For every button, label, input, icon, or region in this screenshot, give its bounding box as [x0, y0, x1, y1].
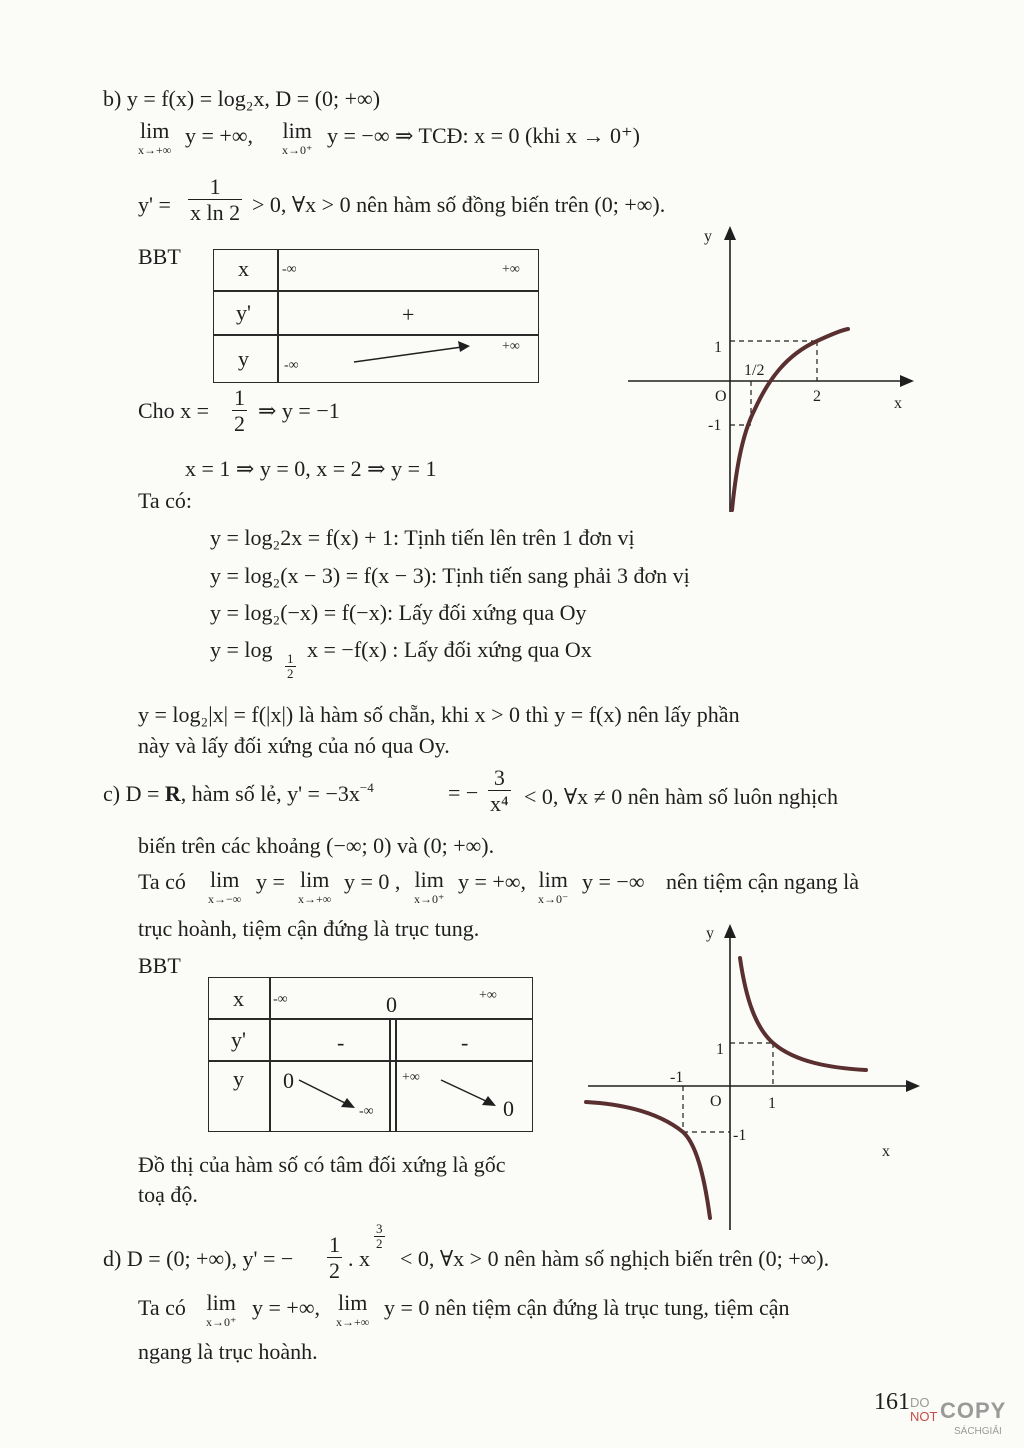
part-b-cho-fraction: $\frac{1}{2}$: [234, 385, 245, 437]
graph-log2: [620, 220, 940, 520]
table-c-yp-1: -: [337, 1030, 345, 1055]
part-c-l3d: y = +∞,: [458, 869, 526, 894]
part-b-cho-rhs: ⇒ y = −1: [258, 398, 340, 423]
part-b-even-1: y = log₂|x| = f(|x|) là hàm số chẵn, khi x > 0 thì y = f(x) nên lấy phần: [138, 702, 740, 727]
part-b-derivative-lhs: y' =: [138, 192, 171, 217]
table-b-y-label: y: [238, 346, 249, 371]
part-c-l5: Đồ thị của hàm số có tâm đối xứng là gốc: [138, 1152, 506, 1177]
part-d-l2b: y = +∞,: [252, 1295, 320, 1320]
limit-c-4: lim x→0⁻: [538, 867, 569, 906]
part-b-derivative-rhs: > 0, ∀x > 0 nên hàm số đồng biến trên (0; +∞).: [252, 192, 666, 217]
part-b-log-base: $\frac{1}{2}$: [287, 651, 294, 682]
part-c-l1c: = −: [448, 780, 479, 805]
part-b-variation-table: [213, 249, 539, 383]
graph-b-y-label: y: [704, 228, 712, 245]
graph-c-y-arrow: [724, 924, 736, 938]
table-c-arrows: [209, 978, 532, 1131]
part-c-l3a: Ta có: [138, 869, 186, 894]
part-d-l2c: y = 0 nên tiệm cận đứng là trục tung, tiệm cận: [384, 1295, 790, 1320]
table-b-yp-label: y': [236, 300, 251, 325]
table-b-yp-sign: +: [402, 302, 415, 327]
part-b-limit-text-1: y = +∞,: [185, 123, 253, 148]
part-b-points: x = 1 ⇒ y = 0, x = 2 ⇒ y = 1: [185, 456, 437, 481]
part-c-l6: toạ độ.: [138, 1182, 198, 1207]
table-c-y-4: 0: [503, 1096, 514, 1121]
graph-c-origin: O: [710, 1093, 722, 1110]
part-b-transform-3: y = log₂(−x) = f(−x): Lấy đối xứng qua Oy: [210, 600, 587, 625]
table-c-yp-label: y': [231, 1027, 246, 1052]
part-c-l3f: nên tiệm cận ngang là: [666, 869, 860, 894]
page-number: 161: [874, 1389, 910, 1415]
graph-b-tick-1: 1: [714, 339, 722, 356]
graph-c-tick-y1: 1: [716, 1041, 724, 1058]
graph-b-tick-m1: -1: [708, 417, 722, 434]
part-b-transform-1: y = log₂2x = f(x) + 1: Tịnh tiến lên trên 1 đơn vị: [210, 525, 635, 550]
graph-b-x-label: x: [894, 395, 902, 412]
part-b-transform-4a: y = log: [210, 637, 273, 662]
graph-b-x-arrow: [900, 375, 914, 387]
part-b-transform-4b: x = −f(x) : Lấy đối xứng qua Ox: [307, 637, 592, 662]
graph-c-x-arrow: [906, 1080, 920, 1092]
graph-c-x-label: x: [882, 1143, 890, 1160]
part-c-l4: trục hoành, tiệm cận đứng là trục tung.: [138, 916, 480, 941]
table-c-y-2: -∞: [359, 1104, 374, 1119]
limit-c-2: lim x→+∞: [298, 867, 332, 906]
graph-b-tick-2: 2: [813, 388, 821, 405]
limit-c-1: lim x→−∞: [208, 867, 242, 906]
table-c-x-left: -∞: [273, 992, 288, 1007]
part-b-derivative-fraction: $\frac{1}{\text{x ln 2}}$: [190, 174, 241, 226]
table-c-x-right: +∞: [479, 988, 497, 1003]
part-c-l3b: y =: [256, 869, 285, 894]
part-c-l1a: c) D = R, hàm số lẻ, $y' = -3x^{-4}$: [103, 780, 374, 806]
part-c-l3c: y = 0 ,: [344, 869, 401, 894]
table-b-x-right: +∞: [502, 262, 520, 277]
part-d-l2a: Ta có: [138, 1295, 186, 1320]
graph-c-tick-ym1: -1: [733, 1127, 747, 1144]
table-c-y-label: y: [233, 1066, 244, 1091]
table-b-y-right: +∞: [502, 339, 520, 354]
table-c-x-label: x: [233, 986, 244, 1011]
graph-b-origin: O: [715, 388, 727, 405]
graph-b-y-arrow: [724, 226, 736, 240]
part-d-fraction: $\frac{1}{2}$: [329, 1232, 340, 1284]
table-c-y-3: +∞: [402, 1070, 420, 1085]
table-b-arrow: [214, 250, 538, 382]
graph-c-curve-right: [740, 958, 866, 1070]
part-c-l2: biến trên các khoảng (−∞; 0) và (0; +∞).: [138, 833, 495, 858]
part-d-l1b: . x: [348, 1246, 370, 1271]
part-b-even-2: này và lấy đối xứng của nó qua Oy.: [138, 733, 450, 758]
part-c-variation-table: [208, 977, 533, 1132]
part-d-exponent: $\frac{3}{2}$: [376, 1221, 383, 1252]
part-c-l1d: < 0, ∀x ≠ 0 nên hàm số luôn nghịch: [524, 784, 838, 809]
table-c-y-1: 0: [283, 1068, 294, 1093]
part-d-l1a: d) D = (0; +∞), y' = −: [103, 1246, 294, 1271]
table-b-x-label: x: [238, 256, 249, 281]
graph-c-tick-x1: 1: [768, 1095, 776, 1112]
table-b-y-left: -∞: [284, 358, 299, 373]
table-c-yp-2: -: [461, 1030, 469, 1055]
part-b-limit-text-2: y = −∞ ⇒ TCĐ: x = 0 (khi x → 0⁺): [327, 123, 640, 148]
part-b-cho-lhs: Cho x =: [138, 398, 210, 423]
part-b-taco: Ta có:: [138, 488, 193, 513]
graph-inverse-cube: [580, 918, 920, 1238]
part-d-l3: ngang là trục hoành.: [138, 1339, 318, 1364]
part-d-l1c: < 0, ∀x > 0 nên hàm số nghịch biến trên (0; +∞).: [400, 1246, 830, 1271]
part-b-transform-2: y = log₂(x − 3) = f(x − 3): Tịnh tiến sang phải 3 đơn vị: [210, 563, 690, 588]
graph-c-tick-xm1: -1: [670, 1069, 684, 1086]
graph-c-curve-left: [586, 1102, 710, 1218]
table-b-x-left: -∞: [282, 262, 297, 277]
limit-d-2: lim x→+∞: [336, 1290, 370, 1329]
graph-b-tick-half: 1/2: [744, 362, 765, 379]
part-b-bbt-label: BBT: [138, 244, 181, 269]
limit-d-1: lim x→0⁺: [206, 1290, 237, 1329]
limit-c-3: lim x→0⁺: [414, 867, 445, 906]
limit-b-2: lim x→0⁺: [282, 118, 313, 157]
limit-b-1: lim x→+∞: [138, 118, 172, 157]
part-c-bbt-label: BBT: [138, 953, 181, 978]
part-c-l3e: y = −∞: [582, 869, 645, 894]
part-c-fraction: $\frac{3}{\text{x⁴}}$: [490, 765, 509, 817]
graph-b-curve: [732, 329, 848, 510]
table-c-x-mid: 0: [386, 992, 397, 1017]
watermark-logo: DO NOT COPY SÁCHGIẢI: [910, 1395, 1007, 1437]
part-b-title: b) y = f(x) = log₂x, D = (0; +∞): [103, 86, 381, 111]
graph-c-y-label: y: [706, 925, 714, 942]
